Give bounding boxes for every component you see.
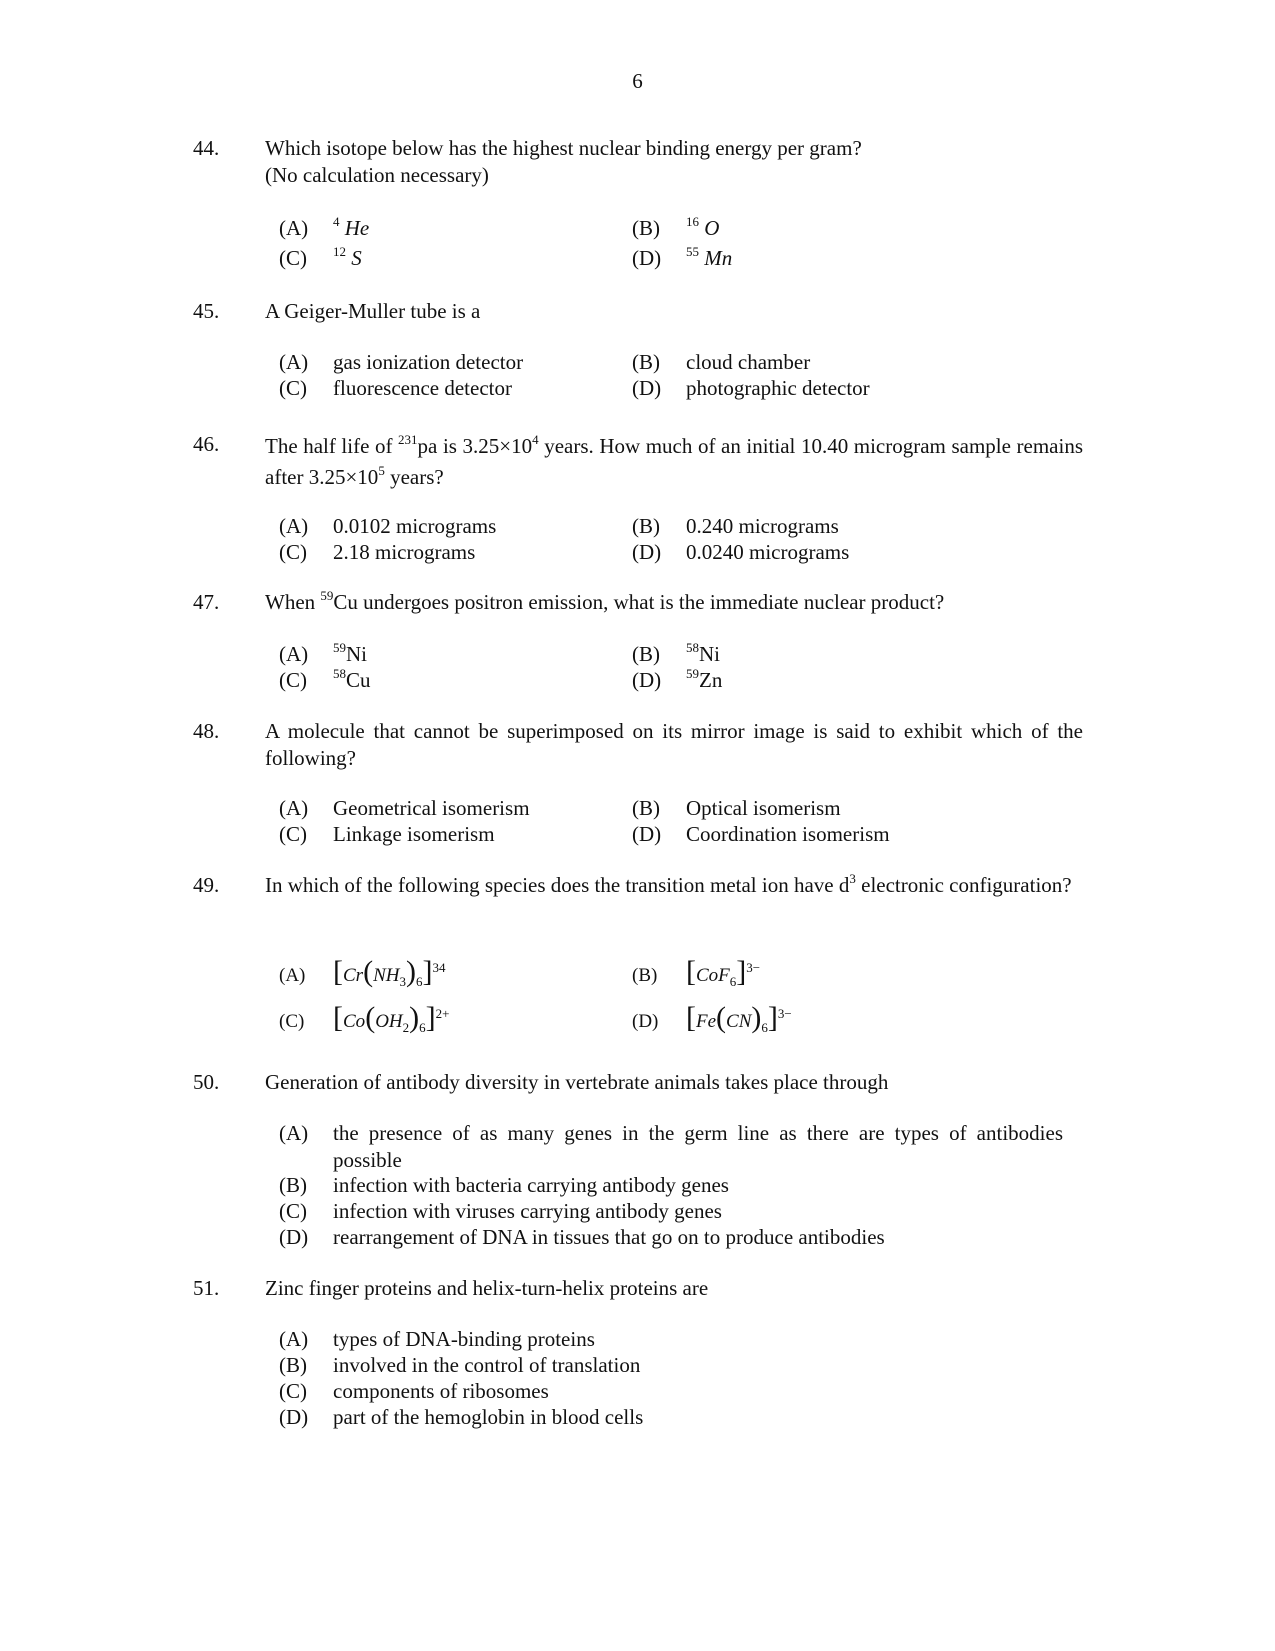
option-d: (D) part of the hemoglobin in blood cells (279, 1405, 644, 1429)
option-b: (B) Optical isomerism (632, 796, 841, 820)
option-b: (B) $^{16}$ O (632, 214, 720, 240)
option-a: (A) the presence of as many genes in the germ line as there are types of antibodies possible (279, 1121, 1063, 1172)
option-d: (D) photographic detector (632, 376, 870, 400)
option-a: (A) types of DNA-binding proteins (279, 1327, 595, 1351)
option-b: (B) $[CoF_6]^{3-}$ (632, 955, 761, 989)
option-c: (C) 2.18 micrograms (279, 540, 476, 564)
option-c: (C) $^{58}$Cu (279, 666, 371, 692)
option-c: (C) $^{12}$ S (279, 244, 362, 270)
question-text: The half life of $^{231}$pa is $3.25\times 10^4$ years. How much of an initial 10.40 microgram sample remains after $3.25\times 10^5$ years? (265, 432, 1083, 489)
option-b: (B) $^{58}$Ni (632, 640, 720, 666)
option-a: (A) Geometrical isomerism (279, 796, 530, 820)
option-a: (A) gas ionization detector (279, 350, 524, 374)
question-text: In which of the following species does the transition metal ion have $d^3$ electronic configuration? (265, 871, 1072, 897)
option-a: (A) $[Cr(NH_3)_6]^{34}$ (279, 955, 446, 989)
option-c: (C) fluorescence detector (279, 376, 512, 400)
page-number: 6 (632, 69, 643, 93)
option-c: (C) infection with viruses carrying antibody genes (279, 1199, 722, 1223)
option-d: (D) $^{55}$ Mn (632, 244, 733, 270)
question-number: 47. (193, 590, 220, 614)
option-d: (D) $^{59}$Zn (632, 666, 723, 692)
option-b: (B) cloud chamber (632, 350, 811, 374)
option-a: (A) $^4$ He (279, 214, 370, 240)
question-text: A molecule that cannot be superimposed on its mirror image is said to exhibit which of the following? (265, 719, 1083, 770)
question-number: 45. (193, 299, 220, 323)
option-d: (D) $[Fe(CN)_6]^{3-}$ (632, 1001, 792, 1035)
option-d: (D) 0.0240 micrograms (632, 540, 850, 564)
option-d: (D) rearrangement of DNA in tissues that go on to produce antibodies (279, 1225, 885, 1249)
option-c: (C) Linkage isomerism (279, 822, 495, 846)
option-a: (A) 0.0102 micrograms (279, 514, 497, 538)
question-text: Zinc finger proteins and helix-turn-helix proteins are (265, 1276, 709, 1300)
option-b: (B) infection with bacteria carrying antibody genes (279, 1173, 729, 1197)
option-c: (C) $[Co(OH_2)_6]^{2+}$ (279, 1001, 450, 1035)
question-text: Which isotope below has the highest nuclear binding energy per gram? (No calculation necessary) (265, 136, 862, 187)
question-text: Generation of antibody diversity in vertebrate animals takes place through (265, 1070, 889, 1094)
question-number: 46. (193, 432, 220, 456)
question-number: 51. (193, 1276, 220, 1300)
question-number: 50. (193, 1070, 220, 1094)
option-d: (D) Coordination isomerism (632, 822, 890, 846)
option-b: (B) 0.240 micrograms (632, 514, 839, 538)
question-text: A Geiger-Muller tube is a (265, 299, 481, 323)
question-number: 49. (193, 873, 220, 897)
option-b: (B) involved in the control of translation (279, 1353, 641, 1377)
question-text: When $^{59}$Cu undergoes positron emission, what is the immediate nuclear product? (265, 588, 945, 614)
option-a: (A) $^{59}$Ni (279, 640, 367, 666)
question-number: 44. (193, 136, 220, 160)
option-c: (C) components of ribosomes (279, 1379, 549, 1403)
question-number: 48. (193, 719, 220, 743)
